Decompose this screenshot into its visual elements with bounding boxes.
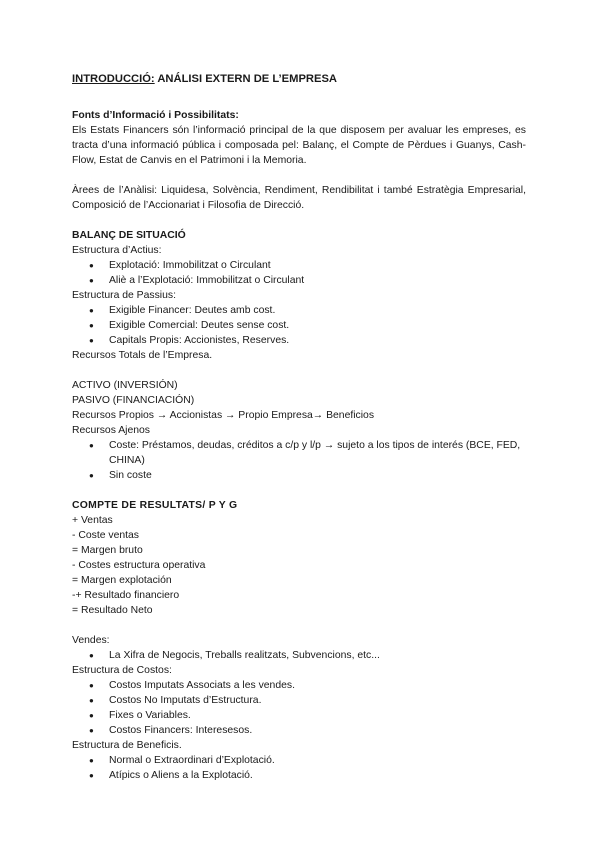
beneficis-list: [72, 753, 526, 783]
list-item: ● Atípics o Aliens a la Explotació.: [72, 768, 526, 783]
list-item: ● Explotació: Immobilitzat o Circulant: [72, 258, 526, 273]
passius-list: [72, 303, 526, 348]
beneficis-label: Estructura de Beneficis.: [72, 740, 182, 751]
recursos-totals: Recursos Totals de l’Empresa.: [72, 350, 213, 361]
document-page: [72, 72, 526, 783]
ajenos-list: [72, 438, 526, 483]
pasivo-line: PASIVO (FINANCIACIÓN): [72, 395, 195, 406]
list-item: ● Exigible Comercial: Deutes sense cost.: [72, 318, 526, 333]
pyg-line: - Coste ventas: [72, 530, 139, 541]
actius-list: [72, 258, 526, 288]
list-item: ● Fixes o Variables.: [72, 708, 526, 723]
list-item: ● Capitals Propis: Accionistes, Reserves.: [72, 333, 526, 348]
areas-paragraph: Àrees de l’Anàlisi: Liquidesa, Solvència, Rendiment, Rendibilitat i també Estratègia Empresarial, Composició de l’Accionariat i Filosofia de Direcció.: [72, 185, 526, 211]
fonts-heading: Fonts d’Informació i Possibilitats:: [72, 110, 239, 121]
list-item: ● Costos Imputats Associats a les vendes.: [72, 678, 526, 693]
list-item: ● Normal o Extraordinari d’Explotació.: [72, 753, 526, 768]
list-item: ● Costos Financers: Interesesos.: [72, 723, 526, 738]
costos-label: Estructura de Costos:: [72, 665, 172, 676]
vendes-label: Vendes:: [72, 635, 110, 646]
fonts-paragraph: Els Estats Financers són l’informació principal de la que disposem per avaluar les empreses, es tracta d’una informació pública i composada pel: Balanç, el Compte de Pèrdues i Guanys, Cash-Flow, Estat de Canvis en el Patrimoni i la Memoria.: [72, 125, 526, 166]
recursos-ajenos-label: Recursos Ajenos: [72, 425, 150, 436]
list-item: ● Coste: Préstamos, deudas, créditos a c/p y l/p → sujeto a los tipos de interés (BCE, FED, CHINA): [72, 438, 526, 468]
vendes-list: [72, 648, 526, 663]
balanc-heading: BALANÇ DE SITUACIÓ: [72, 230, 186, 241]
list-item: ● Sin coste: [72, 468, 526, 483]
pyg-line: -+ Resultado financiero: [72, 590, 180, 601]
list-item: ● Exigible Financer: Deutes amb cost.: [72, 303, 526, 318]
compte-heading: COMPTE DE RESULTATS/ P Y G: [72, 500, 238, 511]
title-main: ANÁLISI EXTERN DE L’EMPRESA: [154, 73, 337, 85]
list-item: ● La Xifra de Negocis, Treballs realitzats, Subvencions, etc...: [72, 648, 526, 663]
recursos-propios-line: Recursos Propios → Accionistas → Propio Empresa→ Beneficios: [72, 410, 375, 421]
actius-label: Estructura d’Actius:: [72, 245, 162, 256]
pyg-line: = Margen bruto: [72, 545, 143, 556]
page-title: [72, 72, 526, 88]
list-item: ● Aliè a l’Explotació: Immobilitzat o Circulant: [72, 273, 526, 288]
costos-list: [72, 678, 526, 738]
passius-label: Estructura de Passius:: [72, 290, 176, 301]
pyg-line: - Costes estructura operativa: [72, 560, 206, 571]
pyg-line: = Resultado Neto: [72, 605, 153, 616]
pyg-line: + Ventas: [72, 515, 113, 526]
pyg-line: = Margen explotación: [72, 575, 172, 586]
list-item: ● Costos No Imputats d’Estructura.: [72, 693, 526, 708]
title-prefix: INTRODUCCIÓ:: [72, 73, 155, 85]
activo-line: ACTIVO (INVERSIÓN): [72, 380, 178, 391]
